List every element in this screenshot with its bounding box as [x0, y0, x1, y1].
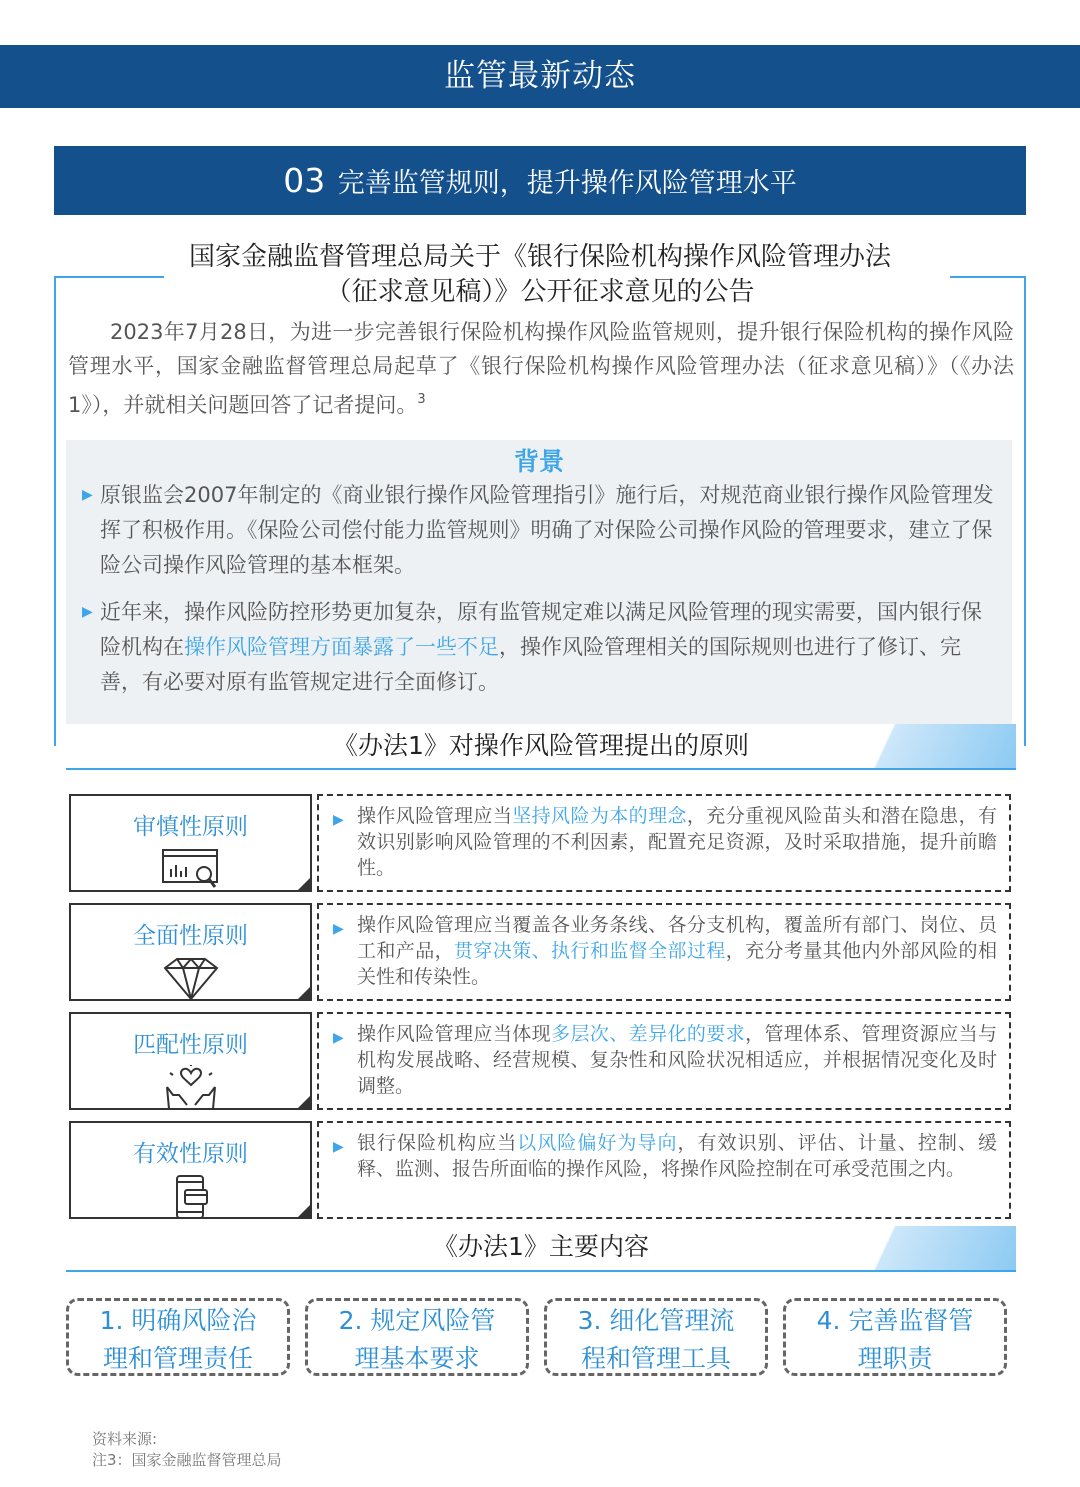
content-box: 2. 规定风险管 理基本要求: [305, 1298, 529, 1376]
principle-description: ▶ 操作风险管理应当体现多层次、差异化的要求，管理体系、管理资源应当与机构发展战略、经营规模、复杂性和风险状况相适应，并根据情况变化及时调整。: [317, 1012, 1011, 1110]
bullet-arrow-icon: ▶: [333, 812, 344, 828]
main-content-title: 《办法1》主要内容: [433, 1232, 649, 1261]
hands-heart-icon: [71, 1065, 310, 1109]
section-title: 完善监管规则，提升操作风险管理水平: [337, 168, 797, 199]
principle-name: 匹配性原则: [133, 1032, 248, 1058]
principle-description: ▶ 操作风险管理应当坚持风险为本的理念，充分重视风险苗头和潜在隐患，有效识别影响风险管理的不利因素，配置充足资源，及时采取措施，提升前瞻性。: [317, 794, 1011, 892]
principle-name: 审慎性原则: [133, 814, 248, 840]
bullet-arrow-icon: ▶: [333, 1139, 344, 1155]
principle-description: ▶ 操作风险管理应当覆盖各业务条线、各分支机构，覆盖所有部门、岗位、员工和产品，贯穿决策、执行和监督全部过程，充分考量其他内外部风险的相关性和传染性。: [317, 903, 1011, 1001]
content-box: 4. 完善监督管 理职责: [783, 1298, 1007, 1376]
principle-row: [69, 1012, 1011, 1110]
content-box: 3. 细化管理流 程和管理工具: [544, 1298, 768, 1376]
principle-description: ▶ 银行保险机构应当以风险偏好为导向，有效识别、评估、计量、控制、缓释、监测、报告所面临的操作风险，将操作风险控制在可承受范围之内。: [317, 1121, 1011, 1219]
notice-title: [60, 240, 1020, 310]
notice-title-line1: 国家金融监督管理总局关于《银行保险机构操作风险管理办法: [188, 242, 891, 272]
footnote-ref: 3: [417, 392, 426, 407]
bullet-arrow-icon: ▶: [333, 1030, 344, 1046]
principles-title: 《办法1》对操作风险管理提出的原则: [333, 731, 749, 760]
principle-row: [69, 1121, 1011, 1219]
content-box: 1. 明确风险治 理和管理责任: [66, 1298, 290, 1376]
highlight-text: 以风险偏好为导向: [517, 1132, 678, 1154]
background-box: [66, 440, 1012, 724]
background-list: [82, 478, 994, 712]
main-content-rule: [66, 1268, 1016, 1272]
principle-label: [69, 903, 312, 1001]
source-note: [92, 1429, 282, 1471]
source-label: 资料来源:: [92, 1430, 158, 1448]
principle-label: [69, 1121, 312, 1219]
background-item: ▶ 近年来，操作风险防控形势更加复杂，原有监管规定难以满足风险管理的现实需要，国内银行保险机构在操作风险管理方面暴露了一些不足，操作风险管理相关的国际规则也进行了修订、完善，有必要对原有监管规定进行全面修订。: [82, 595, 994, 700]
intro-text: 2023年7月28日，为进一步完善银行保险机构操作风险监管规则，提升银行保险机构的操作风险管理水平，国家金融监督管理总局起草了《银行保险机构操作风险管理办法（征求意见稿）》（《办法1》），并就相关问题回答了记者提问。: [68, 320, 1014, 417]
bullet-arrow-icon: ▶: [333, 921, 344, 937]
diamond-icon: [71, 956, 310, 1000]
bullet-arrow-icon: ▶: [82, 487, 93, 503]
notice-title-line2: （征求意见稿）》公开征求意见的公告: [325, 277, 755, 307]
section-header: [54, 146, 1026, 215]
bullet-arrow-icon: ▶: [82, 604, 93, 620]
section-number: 03: [283, 161, 326, 200]
top-banner: [0, 45, 1080, 108]
tablet-card-icon: [71, 1174, 310, 1218]
principle-label: [69, 794, 312, 892]
highlight-text: 贯穿决策、执行和监督全部过程: [454, 940, 726, 962]
source-detail: 注3：国家金融监督管理总局: [92, 1451, 282, 1469]
intro-paragraph: [68, 315, 1014, 422]
background-title: 背景: [513, 447, 564, 476]
monitor-magnifier-icon: [71, 847, 310, 891]
principles-rule: [66, 766, 1016, 770]
highlight-text: 操作风险管理方面暴露了一些不足: [184, 635, 499, 659]
highlight-text: 多层次、差异化的要求: [551, 1023, 746, 1045]
principle-label: [69, 1012, 312, 1110]
principle-row: [69, 794, 1011, 892]
principle-row: [69, 903, 1011, 1001]
principle-name: 有效性原则: [133, 1141, 248, 1167]
background-item: ▶ 原银监会2007年制定的《商业银行操作风险管理指引》施行后，对规范商业银行操作风险管理发挥了积极作用。《保险公司偿付能力监管规则》明确了对保险公司操作风险的管理要求，建立了保险公司操作风险管理的基本框架。: [82, 478, 994, 583]
highlight-text: 坚持风险为本的理念: [512, 805, 687, 827]
banner-title: 监管最新动态: [444, 58, 636, 94]
principle-name: 全面性原则: [133, 923, 248, 949]
